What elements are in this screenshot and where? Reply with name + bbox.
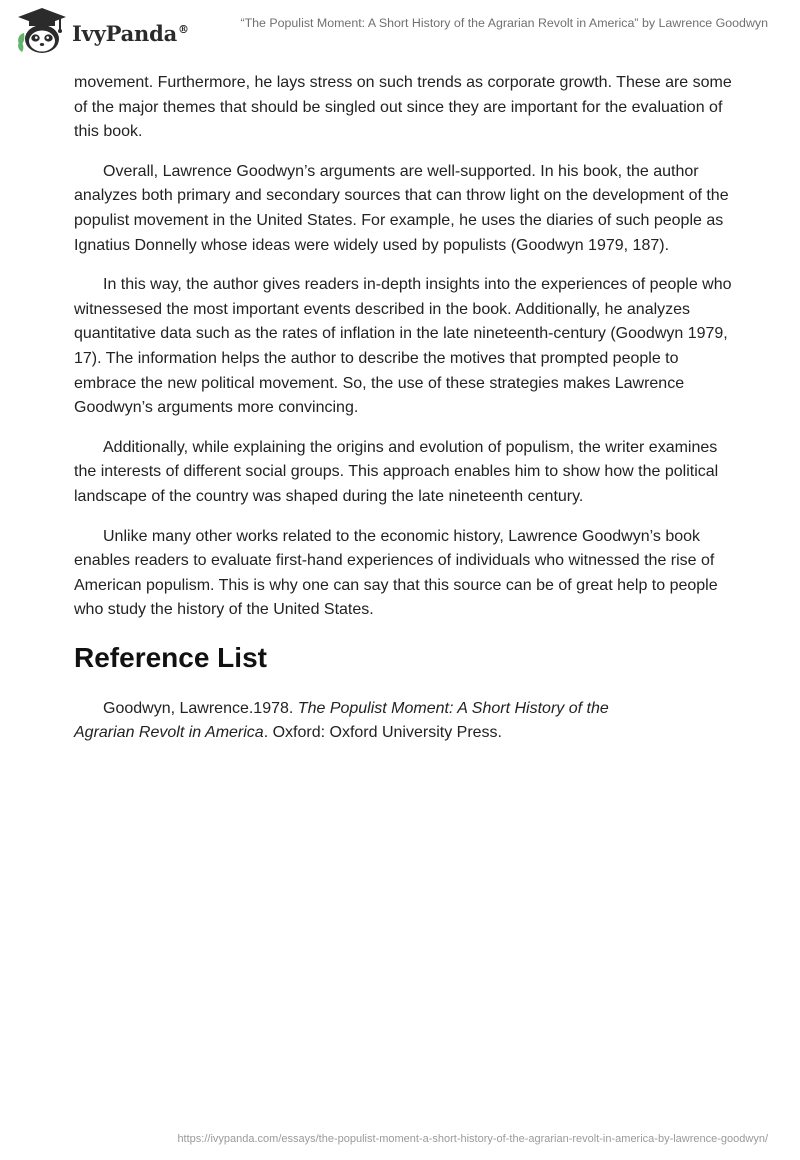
reference-book-title: The Populist Moment: A Short History of the Agrarian Revolt in America — [74, 699, 609, 742]
source-url[interactable]: https://ivypanda.com/essays/the-populist-moment-a-short-history-of-the-agrarian-revolt-in-america-by-lawrence-goodwyn/ — [177, 1133, 768, 1145]
reference-list-heading: Reference List — [74, 641, 267, 673]
ivypanda-logo[interactable] — [14, 6, 189, 56]
brand-name: IvyPanda® — [72, 20, 189, 46]
paragraph: Additionally, while explaining the origins and evolution of populism, the writer examines the interests of different social groups. This approach enables him to show how the political landscape of the country was shaped during the late nineteenth century. — [74, 438, 719, 505]
reference-publisher: . Oxford: Oxford University Press. — [263, 724, 502, 742]
essay-body — [74, 71, 734, 761]
running-title: “The Populist Moment: A Short History of the Agrarian Revolt in America” by Lawrence Goodwyn — [240, 16, 768, 30]
reference-author-year: Goodwyn, Lawrence.1978. — [103, 699, 298, 717]
registered-mark: ® — [178, 22, 189, 36]
panda-graduation-cap-logo-icon — [14, 6, 70, 56]
paragraph: In this way, the author gives readers in-depth insights into the experiences of people who witnessesed the most important events described in the book. Additionally, he analyzes quantitative data such as the rates of inflation in the late nineteenth-century (Goodwyn 1979, 17). The information helps the author to describe the motives that prompted people to embrace the new political movement. So, the use of these strategies makes Lawrence Goodwyn’s arguments more convincing. — [74, 276, 732, 417]
paragraph-continued: movement. Furthermore, he lays stress on such trends as corporate growth. These are some of the major themes that should be singled out since they are important for the evaluation of this book. — [74, 74, 732, 141]
paragraph: Unlike many other works related to the economic history, Lawrence Goodwyn’s book enables readers to evaluate first-hand experiences of individuals who witnessed the rise of American populism. This is why one can say that this source can be of great help to people who study the history of the United States. — [74, 527, 718, 619]
reference-entry — [74, 697, 664, 746]
page-header — [0, 0, 800, 60]
paragraph: Overall, Lawrence Goodwyn’s arguments are well-supported. In his book, the author analyzes both primary and secondary sources that can throw light on the development of the populist movement in the United States. For example, he uses the diaries of such people as Ignatius Donnelly whose ideas were widely used by populists (Goodwyn 1979, 187). — [74, 162, 729, 254]
